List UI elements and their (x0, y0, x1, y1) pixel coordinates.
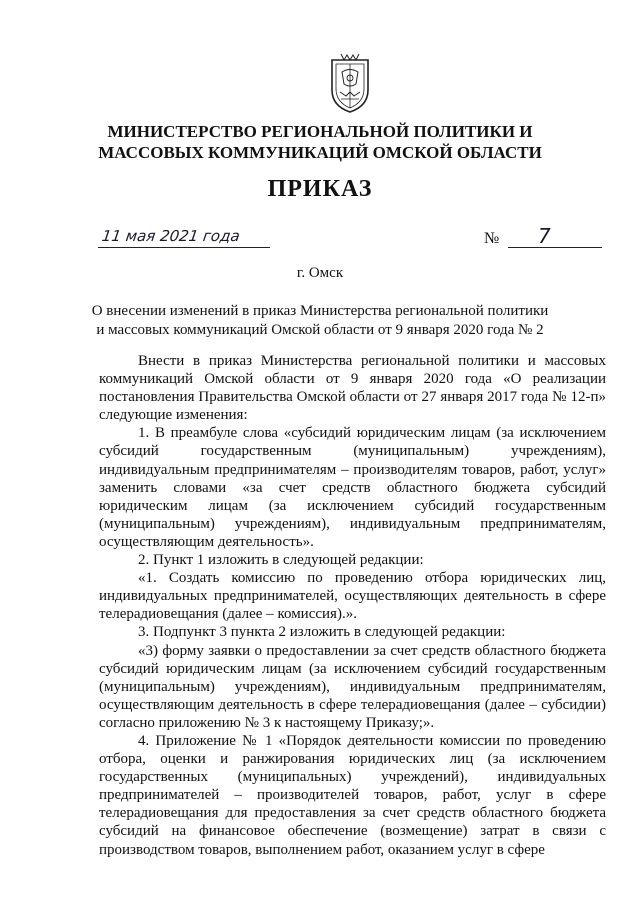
body-paragraph-intro: Внести в приказ Министерства региональной политики и массовых коммуникаций Омской области от 9 января 2020 года «О реализации постановления Правительства Омской области от 27 января 2017 года № 12-п» следующие изменения: (99, 353, 606, 424)
date-underline (98, 247, 270, 248)
ministry-name-line1: МИНИСТЕРСТВО РЕГИОНАЛЬНОЙ ПОЛИТИКИ И (107, 122, 533, 141)
city-name: г. Омск (296, 265, 344, 281)
body-paragraph-item-3: 3. Подпункт 3 пункта 2 изложить в следующей редакции: (138, 624, 506, 641)
order-subject-line2: и массовых коммуникаций Омской области от 9 января 2020 года № 2 (96, 322, 544, 338)
document-date (98, 228, 270, 250)
document-type-title: ПРИКАЗ (267, 176, 373, 202)
document-date-handwritten: 11 мая 2021 года (100, 227, 241, 245)
ministry-name (0, 121, 640, 163)
document-number-handwritten: 7 (538, 224, 551, 248)
number-label: № (484, 230, 500, 247)
order-subject (0, 302, 640, 340)
body-paragraph-item-2-text: «1. Создать комиссию по проведению отбора юридических лиц, индивидуальных предпринимателей, осуществляющих деятельность в сфере телерадиовещания (далее – комиссия).». (99, 570, 606, 623)
number-underline (508, 247, 602, 248)
order-subject-line1: О внесении изменений в приказ Министерства региональной политики (91, 303, 549, 319)
body-paragraph-item-2: 2. Пункт 1 изложить в следующей редакции: (138, 552, 424, 569)
body-paragraph-item-4: 4. Приложение № 1 «Порядок деятельности комиссии по проведению отбора, оценки и ранжирования юридических лиц (за исключением государственных (муниципальных) учреждений), индивидуальных предпринимателей – производителей товаров, работ, услуг в сфере телерадиовещания для предоставления за счет средств областного бюджета субсидий на финансовое обеспечение (возмещение) затрат в связи с производством товаров, выполнением работ, оказанием услуг в сфере (99, 732, 606, 858)
body-paragraph-item-3-text: «3) форму заявки о предоставлении за счет средств областного бюджета субсидий юридическим лицам (за исключением субсидий государственным (муниципальным) учреждениям), индивидуальным предпринимателям, осуществляющим деятельность в сфере телерадиовещания (далее – субсидии) согласно приложению № 3 к настоящему Приказу;». (99, 642, 606, 731)
ministry-name-line2: МАССОВЫХ КОММУНИКАЦИЙ ОМСКОЙ ОБЛАСТИ (98, 143, 542, 162)
body-paragraph-item-1: 1. В преамбуле слова «субсидий юридическим лицам (за исключением субсидий государственным (муниципальным) учреждениям), индивидуальным предпринимателям – производителям товаров, работ, услуг» заменить словами «за счет средств областного бюджета субсидий юридическим лицам (за исключением субсидий государственным (муниципальным) учреждениям), индивидуальным предпринимателям, осуществляющим деятельность». (99, 425, 606, 550)
omsk-coat-of-arms-icon (327, 52, 373, 114)
document-number (484, 224, 604, 250)
order-body (99, 352, 606, 859)
